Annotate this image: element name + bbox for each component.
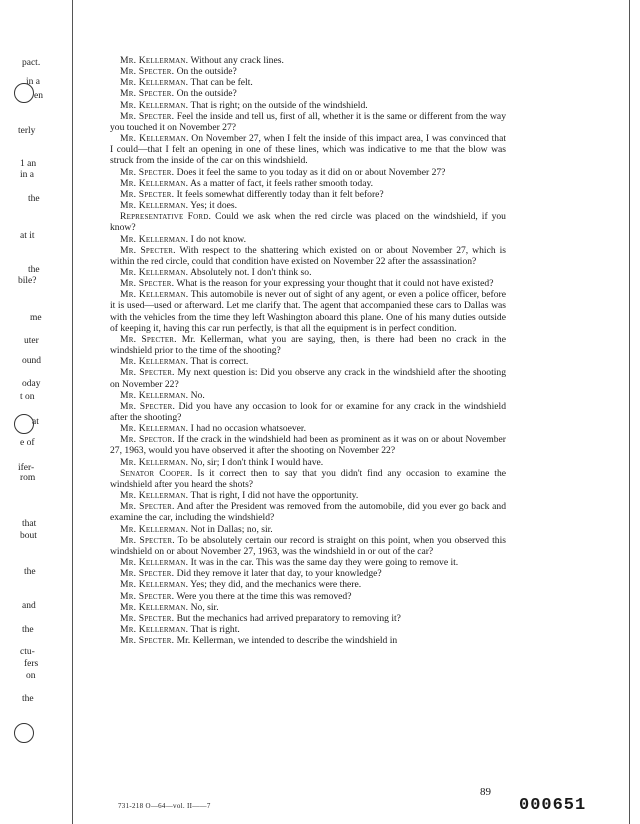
speaker-name: Senator Cooper. (120, 467, 193, 479)
speech-text: That is correct. (188, 356, 249, 368)
testimony-paragraph (110, 167, 506, 178)
testimony-paragraph (110, 390, 506, 401)
margin-fragment: on (26, 671, 36, 681)
testimony-paragraph (110, 557, 506, 568)
speaker-name: Mr. Kellerman. (120, 623, 189, 635)
margin-fragment: in a (20, 170, 34, 180)
speech-text: Is it correct then to say that you didn't find any occasion to examine the windshield after you heard the shots? (110, 467, 507, 490)
testimony-paragraph (110, 356, 506, 367)
speaker-name: Mr. Specter. (120, 278, 175, 290)
margin-fragment: that (22, 519, 37, 529)
margin-fragment: ifer- (18, 463, 35, 473)
speech-text: But the mechanics had arrived preparatory to removing it? (174, 612, 401, 624)
testimony-paragraph (110, 535, 506, 557)
speech-text: Did you have any occasion to look for or examine for any crack in the windshield after the shooting? (110, 400, 506, 423)
speaker-name: Mr. Kellerman. (120, 389, 189, 401)
margin-fragment: bile? (18, 276, 37, 286)
speech-text: With respect to the shattering which existed on or about November 27, which is within the red circle, could that condition have existed on November 22 after the assassination? (110, 244, 506, 267)
speech-text: I do not know. (188, 233, 246, 245)
margin-fragment: at it (20, 231, 35, 241)
speaker-name: Mr. Specter. (120, 110, 175, 122)
margin-fragment: me (30, 313, 42, 323)
speech-text: No, sir; I don't think I would have. (188, 456, 324, 468)
margin-fragment: rom (20, 473, 36, 483)
speaker-name: Mr. Specter. (120, 612, 175, 624)
testimony-paragraph (110, 613, 506, 624)
testimony-paragraph (110, 635, 506, 646)
speech-text: As a matter of fact, it feels rather smooth today. (188, 177, 374, 189)
testimony-paragraph (110, 55, 506, 66)
speech-text: Mr. Kellerman, what you are saying, then, is there had been no crack in the windshield prior to the time of the shooting? (110, 333, 506, 357)
speaker-name: Mr. Specter. (120, 244, 176, 256)
testimony-paragraph (110, 111, 506, 133)
speaker-name: Mr. Kellerman. (120, 177, 189, 189)
speaker-name: Mr. Kellerman. (120, 579, 189, 591)
speech-text: Does it feel the same to you today as it did on or about November 27? (174, 166, 446, 178)
testimony-paragraph (110, 579, 506, 590)
speech-text: I had no occasion whatsoever. (188, 423, 306, 435)
testimony-paragraph (110, 66, 506, 77)
speech-text: If the crack in the windshield had been as prominent as it was on or about November 27, 1963, would you have observed it after the shooting on November 22? (110, 434, 506, 457)
margin-fragment: oday (22, 379, 41, 389)
testimony-paragraph (110, 624, 506, 635)
speech-text: No. (188, 389, 205, 401)
margin-fragment: the (22, 694, 34, 704)
page-number: 89 (480, 786, 491, 798)
speech-text: On the outside? (174, 88, 237, 100)
speaker-name: Mr. Kellerman. (120, 133, 189, 145)
speaker-name: Mr. Kellerman. (120, 523, 189, 535)
margin-fragment: in a (26, 77, 40, 87)
margin-fragment: terly (18, 126, 36, 136)
margin-fragment: the (24, 567, 36, 577)
margin-fragment: fers (24, 659, 39, 669)
speaker-name: Mr. Spector. (120, 434, 176, 446)
speaker-name: Mr. Kellerman. (120, 266, 189, 278)
speaker-name: Mr. Specter. (120, 501, 175, 513)
margin-fragment: uter (24, 336, 39, 346)
speech-text: Yes; it does. (188, 200, 238, 212)
margin-fragment: the (28, 265, 40, 275)
speaker-name: Mr. Kellerman. (120, 233, 189, 245)
document-stamp-number: 000651 (519, 796, 587, 815)
speech-text: This automobile is never out of sight of any agent, or even a police officer, before it is used—used or afterward. Let me clarify that. The agent that accompanied these cars to Dallas was with the vehicles from the time they left Washington aboard this plane. One of his many duties outside of keeping it, having this car run perfectly, is that all the equipment is in perfect condition. (110, 289, 506, 334)
margin-fragment: pact. (22, 58, 41, 68)
speaker-name: Mr. Specter. (120, 88, 175, 100)
testimony-paragraph (110, 245, 506, 267)
testimony-paragraph (110, 211, 506, 233)
speaker-name: Mr. Kellerman. (120, 99, 189, 111)
speaker-name: Mr. Specter. (120, 367, 175, 379)
speaker-name: Mr. Specter. (120, 568, 175, 580)
testimony-paragraph (110, 278, 506, 289)
margin-fragment: e of (20, 438, 35, 448)
margin-fragment: the (28, 194, 40, 204)
speech-text: That is right. (188, 623, 240, 635)
speaker-name: Mr. Specter. (120, 635, 175, 647)
speech-text: It was in the car. This was the same day they were going to remove it. (188, 557, 459, 569)
speaker-name: Mr. Specter. (120, 166, 175, 178)
testimony-paragraph (110, 289, 506, 334)
speech-text: On November 27, when I felt the inside of this impact area, I was convinced that I could—that I felt an opening in one of these lines, which was indicative to me that the blow was struck from the inside of the car on this windshield. (110, 133, 507, 167)
testimony-paragraph (110, 568, 506, 579)
testimony-paragraph (110, 367, 506, 389)
speech-text: It feels somewhat differently today than it felt before? (174, 188, 384, 200)
speaker-name: Mr. Kellerman. (120, 456, 189, 468)
speaker-name: Mr. Kellerman. (120, 289, 189, 301)
speaker-name: Mr. Specter. (120, 590, 175, 602)
margin-fragment: 1 an (20, 159, 37, 169)
speech-text: That is right; on the outside of the windshield. (188, 99, 368, 111)
testimony-paragraph (110, 591, 506, 602)
speech-text: To be absolutely certain our record is straight on this point, when you observed this windshield on or about November 27, 1963, was the windshield in or out of the car? (110, 534, 506, 557)
speech-text: Absolutely not. I don't think so. (188, 266, 312, 278)
speech-text: And after the President was removed from the automobile, did you ever go back and examine the car, including the windshield? (110, 501, 506, 524)
speech-text: Did they remove it later that day, to your knowledge? (174, 568, 382, 580)
print-code: 731-218 O—64—vol. II——7 (118, 802, 211, 810)
testimony-paragraph (110, 401, 506, 423)
testimony-paragraph (110, 100, 506, 111)
speaker-name: Mr. Kellerman. (120, 423, 189, 435)
speaker-name: Mr. Kellerman. (120, 557, 189, 569)
testimony-paragraph (110, 602, 506, 613)
speech-text: Could we ask when the red circle was placed on the windshield, if you know? (110, 211, 506, 234)
testimony-paragraph (110, 501, 506, 523)
speech-text: Not in Dallas; no, sir. (188, 523, 273, 535)
speech-text: What is the reason for your expressing your thought that it could not have existed? (174, 278, 494, 290)
speaker-name: Mr. Kellerman. (120, 356, 189, 368)
margin-fragment: ound (22, 356, 41, 366)
testimony-paragraph (110, 434, 506, 456)
left-margin-rule (72, 0, 73, 824)
margin-fragment: t on (20, 392, 35, 402)
testimony-paragraph (110, 77, 506, 88)
testimony-paragraph (110, 468, 506, 490)
speech-text: Without any crack lines. (188, 55, 284, 66)
speaker-name: Mr. Kellerman. (120, 490, 189, 502)
speaker-name: Mr. Specter. (120, 66, 175, 78)
testimony-paragraph (110, 88, 506, 99)
speech-text: That is right, I did not have the opportunity. (188, 490, 359, 502)
testimony-paragraph (110, 423, 506, 434)
margin-fragment: en (34, 91, 43, 101)
testimony-paragraph (110, 490, 506, 501)
margin-fragment: bout (20, 531, 37, 541)
margin-fragment: and (22, 601, 36, 611)
testimony-paragraph (110, 334, 506, 356)
testimony-paragraph (110, 189, 506, 200)
speech-text: On the outside? (174, 66, 237, 78)
speech-text: That can be felt. (188, 77, 253, 89)
margin-fragment: at (32, 417, 39, 427)
testimony-paragraph (110, 133, 506, 166)
testimony-text (110, 55, 506, 646)
speaker-name: Mr. Specter. (120, 188, 175, 200)
speaker-name: Mr. Specter. (120, 534, 175, 546)
speaker-name: Mr. Kellerman. (120, 77, 189, 89)
speaker-name: Mr. Kellerman. (120, 200, 189, 212)
testimony-paragraph (110, 200, 506, 211)
speech-text: My next question is: Did you observe any crack in the windshield after the shooting on November 22? (110, 367, 506, 390)
adjacent-page-margin-fragments (0, 0, 70, 824)
speaker-name: Mr. Kellerman. (120, 55, 189, 66)
testimony-paragraph (110, 267, 506, 278)
testimony-paragraph (110, 457, 506, 468)
speech-text: Mr. Kellerman, we intended to describe the windshield in (174, 635, 398, 647)
testimony-paragraph (110, 234, 506, 245)
speaker-name: Mr. Specter. (120, 400, 176, 412)
right-margin-rule (629, 0, 630, 824)
margin-fragment: the (22, 625, 34, 635)
speech-text: No, sir. (188, 601, 219, 613)
speaker-name: Mr. Kellerman. (120, 601, 189, 613)
speech-text: Were you there at the time this was removed? (174, 590, 352, 602)
speech-text: Feel the inside and tell us, first of all, whether it is the same or different from the way you touched it on November 27? (110, 110, 506, 133)
testimony-paragraph (110, 524, 506, 535)
testimony-paragraph (110, 178, 506, 189)
speaker-name: Mr. Specter. (120, 333, 177, 345)
speaker-name: Representative Ford. (120, 211, 212, 223)
speech-text: Yes; they did, and the mechanics were there. (188, 579, 362, 591)
margin-fragment: ctu- (20, 647, 35, 657)
